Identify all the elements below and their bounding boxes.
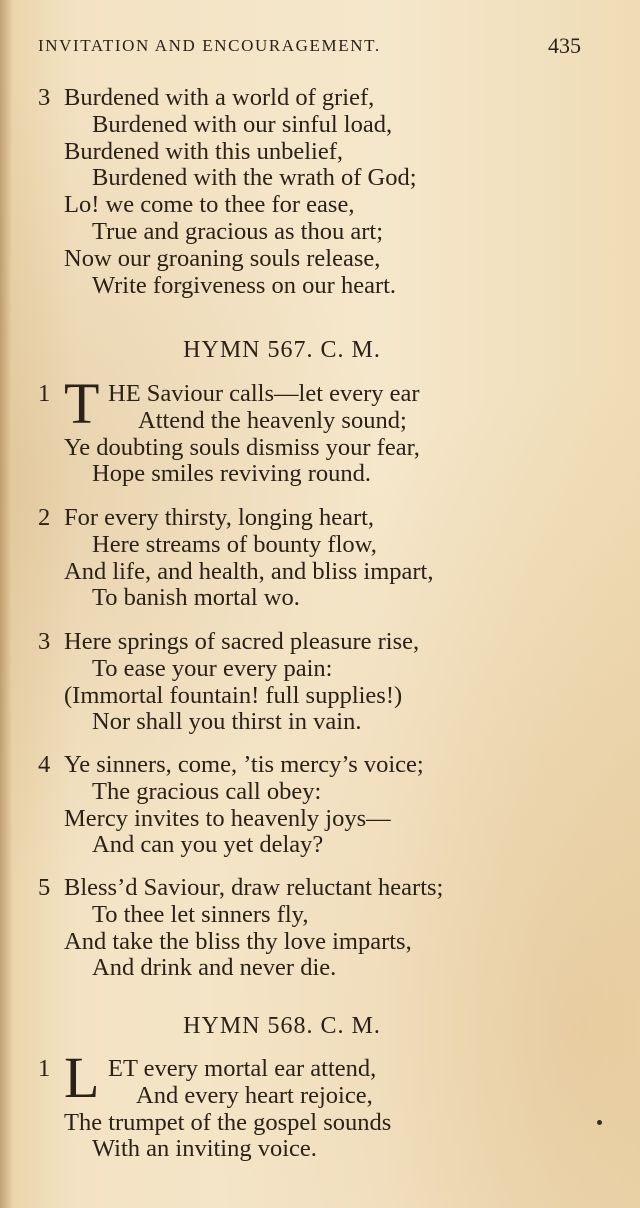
verse-line: And every heart rejoice, [136,1081,373,1109]
verse-number: 4 [38,751,51,778]
verse-line: Ye doubting souls dismiss your fear, [64,433,420,461]
hymn-verse [38,752,424,859]
verse-line: Bless’d Saviour, draw reluctant hearts; [64,874,444,901]
verse-line: To ease your every pain: [92,654,333,682]
verse-line: Lo! we come to thee for ease, [64,191,355,219]
verse-number: 3 [38,628,51,655]
verse-line: With an inviting voice. [92,1135,317,1163]
hymn-verse [38,875,443,982]
drop-cap: T [64,371,100,436]
verse-line: Nor shall you thirst in vain. [92,708,362,736]
verse-line: (Immortal fountain! full supplies!) [64,681,403,709]
hymn-title: HYMN 567. C. M. [183,337,381,363]
drop-cap: L [64,1045,100,1110]
verse-number: 3 [38,84,51,111]
verse-line: And can you yet delay? [92,831,324,859]
verse-line: Here springs of sacred pleasure rise, [64,628,420,655]
verse-line: For every thirsty, longing heart, [64,504,375,531]
verse-line: And take the bliss thy love imparts, [64,927,412,955]
verse-line: HE Saviour calls—let every ear [108,380,420,407]
verse-number: 2 [38,504,51,531]
verse-line: Ye sinners, come, ’tis mercy’s voice; [64,751,424,778]
hymn-verse [38,505,433,612]
verse-line: Write forgiveness on our heart. [92,271,397,299]
verse-line: Burdened with the wrath of God; [92,164,417,192]
verse-line: ET every mortal ear attend, [108,1055,377,1082]
continued-verse [38,85,417,299]
verse-line: Here streams of bounty flow, [92,530,377,558]
verse-line: True and gracious as thou art; [92,217,383,245]
page-number: 435 [548,33,581,58]
verse-line: Attend the heavenly sound; [138,406,407,434]
running-head: INVITATION AND ENCOURAGEMENT. [38,36,381,55]
verse-number: 1 [38,1055,51,1082]
verse-line: Now our groaning souls release, [64,244,381,272]
verse-line: And life, and health, and bliss impart, [64,557,434,585]
verse-line: And drink and never die. [92,954,337,982]
verse-line: Hope smiles reviving round. [92,460,371,488]
verse-number: 1 [38,380,51,407]
verse-line: To banish mortal wo. [92,584,300,612]
verse-line: Mercy invites to heavenly joys— [64,804,391,832]
verse-line: Burdened with our sinful load, [92,110,393,138]
verse-number: 5 [38,874,51,901]
verse-line: To thee let sinners fly, [92,900,309,928]
ink-speck [597,1120,602,1125]
verse-line: The gracious call obey: [92,777,322,805]
verse-line: The trumpet of the gospel sounds [64,1108,392,1136]
hymn-verse [38,629,419,736]
verse-line: Burdened with this unbelief, [64,137,343,165]
hymn-title: HYMN 568. C. M. [183,1013,381,1039]
verse-line: Burdened with a world of grief, [64,84,375,111]
